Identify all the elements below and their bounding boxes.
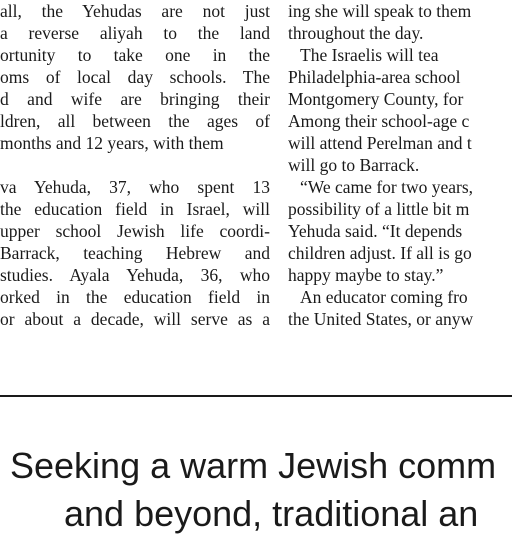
article-right-column	[288, 0, 512, 330]
ad-headline-line-2: and beyond, traditional an	[64, 493, 479, 534]
right-column-line: “We came for two years,	[300, 177, 474, 197]
left-column-line: va Yehuda, 37, who spent 13	[0, 177, 270, 197]
left-column-line: ortunity to take one in the	[0, 45, 270, 65]
right-column-line: The Israelis will tea	[300, 45, 439, 65]
left-column-line: a reverse aliyah to the land	[0, 23, 270, 43]
right-column-line: will go to Barrack.	[288, 155, 420, 175]
left-column-line: oms of local day schools. The	[0, 67, 270, 87]
right-column-line: possibility of a little bit m	[288, 199, 470, 219]
article-left-column	[0, 0, 270, 330]
left-column-line: Barrack, teaching Hebrew and	[0, 243, 270, 263]
right-column-line: Yehuda said. “It depends	[288, 221, 463, 241]
left-column-line: ldren, all between the ages of	[0, 111, 270, 131]
ad-headline-line-1: Seeking a warm Jewish comm	[10, 445, 497, 486]
right-column-line: An educator coming fro	[300, 287, 468, 307]
left-column-line: or about a decade, will serve as a	[0, 309, 270, 329]
section-divider	[0, 395, 512, 397]
right-column-line: will attend Perelman and t	[288, 133, 472, 153]
left-column-line: studies. Ayala Yehuda, 36, who	[0, 265, 270, 285]
right-column-line: ing she will speak to them	[288, 1, 472, 21]
right-column-line: Montgomery County, for	[288, 89, 464, 109]
right-column-line: throughout the day.	[288, 23, 424, 43]
left-column-line: the education field in Israel, will	[0, 199, 270, 219]
left-column-line: months and 12 years, with them	[0, 133, 224, 153]
right-column-line: Among their school-age c	[288, 111, 470, 131]
right-column-line: happy maybe to stay.”	[288, 265, 444, 285]
left-column-line	[0, 154, 270, 176]
right-column-line: the United States, or anyw	[288, 309, 474, 329]
left-column-line: all, the Yehudas are not just	[0, 1, 270, 21]
right-column-line: children adjust. If all is go	[288, 243, 472, 263]
right-column-line: Philadelphia-area school	[288, 67, 461, 87]
left-column-line: d and wife are bringing their	[0, 89, 270, 109]
left-column-line: orked in the education field in	[0, 287, 270, 307]
left-column-line: upper school Jewish life coordi-	[0, 221, 270, 241]
